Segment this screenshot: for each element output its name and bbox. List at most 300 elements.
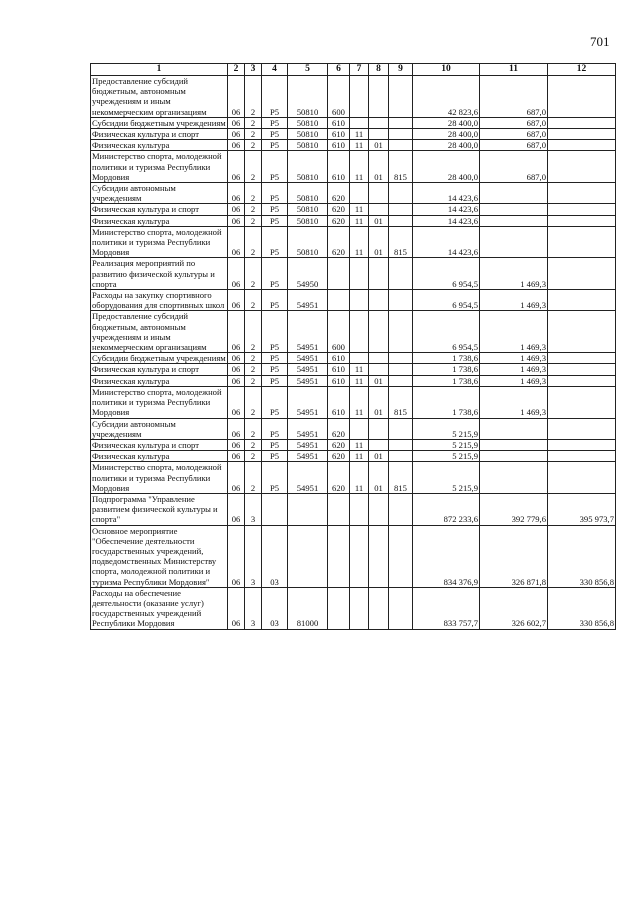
table-cell: 1 469,3 (480, 375, 548, 386)
table-cell: 872 233,6 (413, 493, 480, 525)
table-cell (389, 258, 413, 290)
table-cell: 06 (228, 290, 245, 311)
table-cell: 610 (328, 353, 350, 364)
column-header: 9 (389, 64, 413, 76)
table-cell: Физическая культура (91, 451, 228, 462)
table-cell: 06 (228, 204, 245, 215)
table-cell: 06 (228, 311, 245, 353)
table-cell: Расходы на закупку спортивного оборудования для спортивных школ (91, 290, 228, 311)
table-cell: 815 (389, 226, 413, 258)
table-cell: 06 (228, 386, 245, 418)
table-cell (369, 525, 389, 587)
table-cell (350, 493, 369, 525)
table-cell: Р5 (262, 451, 288, 462)
table-cell: 620 (328, 204, 350, 215)
table-cell: 11 (350, 439, 369, 450)
table-cell: 2 (245, 204, 262, 215)
table-cell (548, 311, 616, 353)
table-cell: 2 (245, 76, 262, 118)
table-cell: Р5 (262, 204, 288, 215)
column-header: 1 (91, 64, 228, 76)
table-cell: 687,0 (480, 76, 548, 118)
table-cell: 11 (350, 462, 369, 494)
table-row (91, 151, 616, 183)
table-cell: Физическая культура (91, 140, 228, 151)
table-cell (350, 117, 369, 128)
table-cell: 620 (328, 451, 350, 462)
table-cell (389, 364, 413, 375)
table-cell (262, 493, 288, 525)
table-cell (548, 364, 616, 375)
table-cell: Министерство спорта, молодежной политики и туризма Республики Мордовия (91, 226, 228, 258)
table-cell: 330 856,8 (548, 525, 616, 587)
table-cell (548, 375, 616, 386)
table-row (91, 76, 616, 118)
table-cell: 01 (369, 140, 389, 151)
table-cell: 1 738,6 (413, 386, 480, 418)
table-cell: 81000 (288, 587, 328, 629)
table-cell: 01 (369, 226, 389, 258)
table-cell: Р5 (262, 311, 288, 353)
table-cell: 326 602,7 (480, 587, 548, 629)
table-cell (288, 493, 328, 525)
table-cell: 11 (350, 204, 369, 215)
table-cell: Субсидии автономным учреждениям (91, 183, 228, 204)
table-cell (548, 76, 616, 118)
table-cell: 06 (228, 117, 245, 128)
table-cell: 2 (245, 129, 262, 140)
table-cell (548, 226, 616, 258)
table-cell: 01 (369, 462, 389, 494)
table-cell: 2 (245, 215, 262, 226)
table-cell: 06 (228, 451, 245, 462)
table-cell: 06 (228, 215, 245, 226)
table-cell (350, 311, 369, 353)
table-cell (389, 183, 413, 204)
table-cell (350, 353, 369, 364)
table-cell: 815 (389, 462, 413, 494)
table-cell: Физическая культура (91, 215, 228, 226)
table-cell: Предоставление субсидий бюджетным, автономным учреждениям и иным некоммерческим организациям (91, 311, 228, 353)
table-cell (369, 311, 389, 353)
table-cell: 610 (328, 117, 350, 128)
table-cell: 06 (228, 587, 245, 629)
table-cell: Р5 (262, 290, 288, 311)
table-cell: 06 (228, 462, 245, 494)
table-cell: 687,0 (480, 140, 548, 151)
table-cell: 11 (350, 451, 369, 462)
column-header: 4 (262, 64, 288, 76)
table-cell: 1 469,3 (480, 386, 548, 418)
table-cell: 1 469,3 (480, 290, 548, 311)
table-cell: 330 856,8 (548, 587, 616, 629)
table-cell (480, 204, 548, 215)
table-cell (548, 439, 616, 450)
table-cell: 3 (245, 587, 262, 629)
table-cell: 06 (228, 76, 245, 118)
table-cell (328, 258, 350, 290)
table-cell: 620 (328, 439, 350, 450)
table-cell: 03 (262, 587, 288, 629)
table-cell: 1 738,6 (413, 375, 480, 386)
table-cell (480, 418, 548, 439)
table-cell: 06 (228, 140, 245, 151)
table-cell: 6 954,5 (413, 311, 480, 353)
table-cell (548, 215, 616, 226)
table-cell: 11 (350, 386, 369, 418)
table-cell (548, 386, 616, 418)
column-header: 5 (288, 64, 328, 76)
table-cell: 610 (328, 129, 350, 140)
table-row (91, 462, 616, 494)
header-row (91, 64, 616, 76)
table-cell (369, 439, 389, 450)
table-cell: 2 (245, 258, 262, 290)
table-row (91, 493, 616, 525)
table-cell (480, 439, 548, 450)
table-cell (389, 451, 413, 462)
table-row (91, 587, 616, 629)
column-header: 12 (548, 64, 616, 76)
table-cell: 2 (245, 226, 262, 258)
table-cell: 54951 (288, 364, 328, 375)
table-cell (548, 117, 616, 128)
table-cell (369, 76, 389, 118)
table-cell (389, 353, 413, 364)
table-cell: Р5 (262, 76, 288, 118)
table-cell: 2 (245, 311, 262, 353)
table-cell (389, 129, 413, 140)
table-cell (369, 290, 389, 311)
table-row (91, 215, 616, 226)
table-cell: 11 (350, 375, 369, 386)
table-cell (328, 290, 350, 311)
table-cell (369, 117, 389, 128)
table-cell: 2 (245, 439, 262, 450)
column-header: 7 (350, 64, 369, 76)
table-cell (328, 493, 350, 525)
table-cell (389, 418, 413, 439)
table-cell (369, 587, 389, 629)
table-cell: 2 (245, 451, 262, 462)
column-header: 6 (328, 64, 350, 76)
table-cell: 620 (328, 226, 350, 258)
table-cell: 11 (350, 151, 369, 183)
table-cell (548, 258, 616, 290)
table-cell: 54951 (288, 439, 328, 450)
table-cell: 28 400,0 (413, 140, 480, 151)
table-cell (328, 525, 350, 587)
table-cell: 600 (328, 311, 350, 353)
table-cell: Р5 (262, 439, 288, 450)
table-cell: Физическая культура и спорт (91, 204, 228, 215)
table-cell: Р5 (262, 258, 288, 290)
table-cell (369, 204, 389, 215)
table-cell: 11 (350, 140, 369, 151)
table-cell: 06 (228, 418, 245, 439)
table-cell: 2 (245, 364, 262, 375)
table-row (91, 129, 616, 140)
table-cell: Физическая культура (91, 375, 228, 386)
table-cell (389, 375, 413, 386)
table-cell: 610 (328, 386, 350, 418)
table-cell: 06 (228, 375, 245, 386)
table-cell: Субсидии бюджетным учреждениям (92, 353, 226, 364)
table-cell: 5 215,9 (413, 439, 480, 450)
table-cell: 2 (245, 386, 262, 418)
table-cell: 06 (228, 151, 245, 183)
table-cell: 610 (328, 375, 350, 386)
table-cell: 50810 (288, 129, 328, 140)
table-cell: 54951 (288, 311, 328, 353)
table-row (91, 439, 616, 450)
table-cell: 06 (228, 493, 245, 525)
table-cell: 28 400,0 (413, 117, 480, 128)
table-cell (480, 451, 548, 462)
table-cell (369, 129, 389, 140)
table-cell: 2 (245, 140, 262, 151)
table-cell: 54951 (288, 375, 328, 386)
table-cell (548, 140, 616, 151)
table-cell: 50810 (288, 215, 328, 226)
table-cell (328, 587, 350, 629)
table-cell: 28 400,0 (413, 129, 480, 140)
table-cell (350, 76, 369, 118)
table-cell: 06 (228, 364, 245, 375)
table-cell (389, 525, 413, 587)
table-cell: 54951 (288, 418, 328, 439)
table-cell (350, 258, 369, 290)
table-row (91, 353, 616, 364)
table-cell (369, 183, 389, 204)
table-row (91, 140, 616, 151)
table-cell: 14 423,6 (413, 204, 480, 215)
table-cell: 06 (228, 226, 245, 258)
table-cell (548, 151, 616, 183)
table-cell: 2 (245, 353, 262, 364)
table-cell: 50810 (288, 140, 328, 151)
table-cell: 01 (369, 451, 389, 462)
table-cell: Р5 (262, 140, 288, 151)
table-cell: 620 (328, 418, 350, 439)
table-cell: 620 (328, 183, 350, 204)
table-cell (548, 462, 616, 494)
table-cell: 392 779,6 (480, 493, 548, 525)
page-number: 701 (590, 34, 610, 49)
table-cell: Субсидии автономным учреждениям (91, 418, 228, 439)
table-cell: Министерство спорта, молодежной политики и туризма Республики Мордовия (91, 386, 228, 418)
table-cell: 600 (328, 76, 350, 118)
table-cell (369, 353, 389, 364)
table-cell: 3 (245, 525, 262, 587)
table-cell (480, 226, 548, 258)
table-cell (389, 140, 413, 151)
table-cell (389, 439, 413, 450)
table-cell (389, 117, 413, 128)
table-cell: 28 400,0 (413, 151, 480, 183)
table-cell (369, 364, 389, 375)
table-cell: 50810 (288, 76, 328, 118)
table-cell: 2 (245, 462, 262, 494)
table-cell: Р5 (262, 215, 288, 226)
table-cell (350, 525, 369, 587)
table-cell: Министерство спорта, молодежной политики и туризма Республики Мордовия (91, 462, 228, 494)
table-cell: 815 (389, 386, 413, 418)
table-cell: Р5 (262, 226, 288, 258)
table-cell: 06 (228, 439, 245, 450)
table-cell: Министерство спорта, молодежной политики и туризма Республики Мордовия (91, 151, 228, 183)
table-cell: 54951 (288, 386, 328, 418)
table-cell: 1 469,3 (480, 311, 548, 353)
table-cell (480, 462, 548, 494)
table-cell: 687,0 (480, 117, 548, 128)
table-cell: Р5 (262, 418, 288, 439)
table-row (91, 226, 616, 258)
table-cell: Р5 (262, 353, 288, 364)
table-row (91, 311, 616, 353)
table-cell: 54950 (288, 258, 328, 290)
table-cell: 610 (328, 151, 350, 183)
table-cell: Р5 (262, 462, 288, 494)
table-cell: 14 423,6 (413, 215, 480, 226)
table-cell: 11 (350, 226, 369, 258)
table-row (91, 386, 616, 418)
table-cell: Р5 (262, 386, 288, 418)
table-row (91, 258, 616, 290)
table-cell: Р5 (262, 117, 288, 128)
table-cell (389, 587, 413, 629)
table-cell (389, 311, 413, 353)
table-cell (389, 493, 413, 525)
table-cell: 42 823,6 (413, 76, 480, 118)
table-cell: 687,0 (480, 151, 548, 183)
table-cell (389, 204, 413, 215)
table-cell: 54951 (288, 290, 328, 311)
table-cell: Р5 (262, 151, 288, 183)
table-cell: Физическая культура и спорт (91, 364, 228, 375)
table-body (91, 64, 616, 630)
table-cell: Р5 (262, 364, 288, 375)
column-header: 8 (369, 64, 389, 76)
table-cell: 11 (350, 364, 369, 375)
table-cell (369, 493, 389, 525)
column-header: 11 (480, 64, 548, 76)
table-cell: 2 (245, 183, 262, 204)
table-cell: 1 738,6 (413, 364, 480, 375)
table-cell: 834 376,9 (413, 525, 480, 587)
table-cell: 2 (245, 151, 262, 183)
table-cell: 14 423,6 (413, 226, 480, 258)
table-cell: 620 (328, 462, 350, 494)
table-cell: 06 (228, 183, 245, 204)
column-header: 10 (413, 64, 480, 76)
table-cell: 50810 (288, 117, 328, 128)
table-cell: 54951 (288, 353, 328, 364)
table-cell: 1 738,6 (413, 353, 480, 364)
table-cell: 50810 (288, 226, 328, 258)
column-header: 2 (228, 64, 245, 76)
table-cell: 14 423,6 (413, 183, 480, 204)
table-cell: 833 757,7 (413, 587, 480, 629)
table-cell: Р5 (262, 129, 288, 140)
table-cell: 01 (369, 386, 389, 418)
table-row (91, 525, 616, 587)
table-cell (548, 418, 616, 439)
table-cell: Расходы на обеспечение деятельности (оказание услуг) государственных учреждений Республики Мордовия (91, 587, 228, 629)
table-cell (548, 353, 616, 364)
table-cell: 06 (228, 525, 245, 587)
table-cell (548, 451, 616, 462)
table-cell (350, 290, 369, 311)
table-cell (548, 183, 616, 204)
table-cell (369, 258, 389, 290)
table-cell: 1 469,3 (480, 258, 548, 290)
table-cell: 326 871,8 (480, 525, 548, 587)
budget-table (90, 63, 616, 630)
table-cell: 1 469,3 (480, 364, 548, 375)
table-cell: 06 (228, 129, 245, 140)
table-cell (369, 418, 389, 439)
table-cell (548, 290, 616, 311)
table-cell: 6 954,5 (413, 290, 480, 311)
table-cell: 50810 (288, 204, 328, 215)
table-cell (480, 183, 548, 204)
table-cell: 01 (369, 151, 389, 183)
table-cell: 815 (389, 151, 413, 183)
table-row (91, 204, 616, 215)
table-cell: 610 (328, 140, 350, 151)
table-row (91, 117, 616, 128)
table-cell: 06 (228, 353, 245, 364)
table-cell: 2 (245, 117, 262, 128)
table-cell: 3 (245, 493, 262, 525)
column-header: 3 (245, 64, 262, 76)
table-cell (389, 215, 413, 226)
table-cell: 687,0 (480, 129, 548, 140)
table-cell: 11 (350, 129, 369, 140)
table-cell (548, 129, 616, 140)
table-cell (288, 525, 328, 587)
table-cell: Основное мероприятие "Обеспечение деятельности государственных учреждений, подведомственных Министерству спорта, молодежной политики и туризма Республики Мордовия" (91, 525, 228, 587)
table-cell: 5 215,9 (413, 418, 480, 439)
table-cell: 2 (245, 418, 262, 439)
table-cell (480, 215, 548, 226)
table-row (91, 290, 616, 311)
table-row (91, 418, 616, 439)
table-cell: Физическая культура и спорт (91, 439, 228, 450)
table-cell: Р5 (262, 375, 288, 386)
table-row (91, 451, 616, 462)
table-row (91, 364, 616, 375)
table-cell: 11 (350, 215, 369, 226)
table-cell: Р5 (262, 183, 288, 204)
table-cell: 2 (245, 290, 262, 311)
table-cell (350, 587, 369, 629)
table-cell (548, 204, 616, 215)
table-cell: 03 (262, 525, 288, 587)
table-cell: Подпрограмма "Управление развитием физической культуры и спорта" (91, 493, 228, 525)
table-cell: 6 954,5 (413, 258, 480, 290)
table-cell: 54951 (288, 462, 328, 494)
table-cell: Физическая культура и спорт (91, 129, 228, 140)
table-cell: 50810 (288, 151, 328, 183)
table-cell (389, 76, 413, 118)
table-cell (389, 290, 413, 311)
table-row (91, 375, 616, 386)
table-cell (350, 183, 369, 204)
table-cell: 01 (369, 215, 389, 226)
table-cell: 5 215,9 (413, 451, 480, 462)
